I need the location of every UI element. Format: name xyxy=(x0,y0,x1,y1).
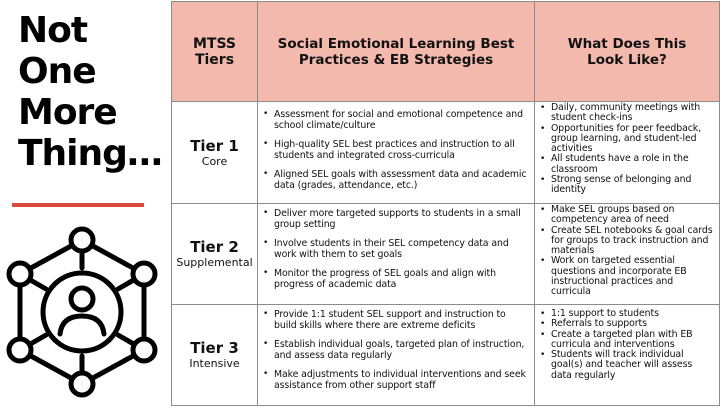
header-row xyxy=(172,2,720,102)
list-item: • 1:1 support to students xyxy=(551,309,715,319)
list-item: • Strong sense of belonging and identity xyxy=(551,175,715,196)
list-item: • Referrals to supports xyxy=(551,319,715,329)
table-row-tier-1 xyxy=(172,102,720,204)
table-row-tier-2 xyxy=(172,204,720,305)
title-line: Thing… xyxy=(18,133,162,174)
tier-cell xyxy=(172,102,258,204)
header-look-like: What Does This Look Like? xyxy=(535,2,720,102)
mtss-table xyxy=(171,1,720,406)
list-item: • Establish individual goals, targeted plan of instruction, and assess data regularly xyxy=(274,339,530,361)
tier-subtitle: Core xyxy=(201,154,228,168)
list-item: • Students will track individual goal(s) and teacher will assess data regularly xyxy=(551,350,715,381)
practices-cell xyxy=(258,204,535,305)
list-item: • Daily, community meetings with student check-ins xyxy=(551,103,715,124)
list-item: • Involve students in their SEL competency data and work with them to set goals xyxy=(274,238,530,260)
list-item: • Create a targeted plan with EB curricula and interventions xyxy=(551,330,715,351)
examples-cell xyxy=(535,102,720,204)
title-line: Not xyxy=(18,10,88,51)
list-item: • Make adjustments to individual interventions and seek assistance from other support staff xyxy=(274,369,530,391)
tier-subtitle: Intensive xyxy=(189,357,240,370)
list-item: • Assessment for social and emotional competence and school climate/culture xyxy=(274,109,530,131)
practices-cell xyxy=(258,102,535,204)
header-practices: Social Emotional Learning Best Practices & EB Strategies xyxy=(258,2,535,102)
examples-cell xyxy=(535,305,720,406)
list-item: • Create SEL notebooks & goal cards for groups to track instruction and materials xyxy=(551,226,715,257)
examples-cell xyxy=(535,204,720,305)
network-people-icon xyxy=(4,222,160,402)
list-item: • Monitor the progress of SEL goals and align with progress of academic data xyxy=(274,268,530,290)
list-item: • Provide 1:1 student SEL support and instruction to build skills where there are extreme deficits xyxy=(274,309,530,331)
tier-cell xyxy=(172,204,258,305)
page-title xyxy=(18,10,168,174)
table-row-tier-3 xyxy=(172,305,720,406)
list-item: • All students have a role in the classroom xyxy=(551,154,715,175)
list-item: • Opportunities for peer feedback, group learning, and student-led activities xyxy=(551,124,715,155)
header-tiers: MTSS Tiers xyxy=(172,2,258,102)
tier-name: Tier 3 xyxy=(190,339,239,357)
title-panel xyxy=(0,0,165,409)
list-item: • Work on targeted essential questions and incorporate EB instructional practices and curricula xyxy=(551,256,715,297)
title-line: More xyxy=(18,92,117,133)
list-item: • Aligned SEL goals with assessment data and academic data (grades, attendance, etc.) xyxy=(274,169,530,191)
list-item: • Deliver more targeted supports to students in a small group setting xyxy=(274,208,530,230)
list-item: • High-quality SEL best practices and instruction to all students and integrated cross-curricula xyxy=(274,139,530,161)
tier-cell xyxy=(172,305,258,406)
list-item: • Make SEL groups based on competency area of need xyxy=(551,205,715,226)
title-underline xyxy=(12,203,144,207)
tier-name: Tier 1 xyxy=(190,136,239,155)
title-line: One xyxy=(18,51,96,92)
tier-name: Tier 2 xyxy=(190,238,239,256)
tier-subtitle: Supplemental xyxy=(176,256,253,269)
practices-cell xyxy=(258,305,535,406)
